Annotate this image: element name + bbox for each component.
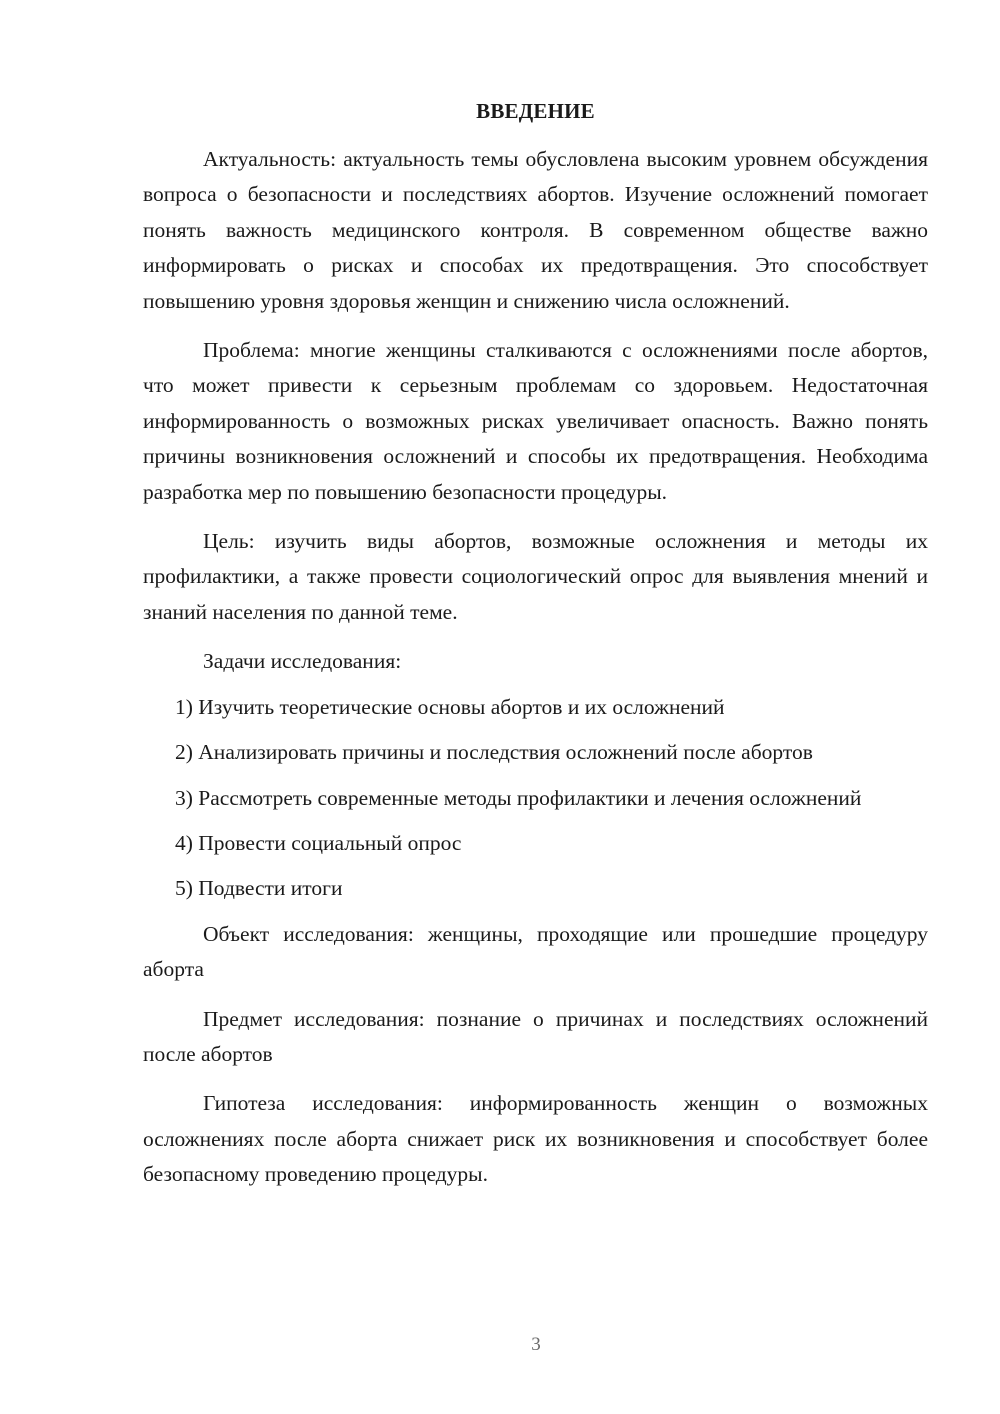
document-body — [143, 142, 928, 1207]
task-item-5: 5) Подвести итоги — [175, 876, 343, 901]
task-item-2: 2) Анализировать причины и последствия осложнений после абортов — [175, 740, 813, 765]
page-number: 3 — [531, 1334, 541, 1355]
paragraph-problem: Проблема: многие женщины сталкиваются с осложнениями после абортов, что может привести к серьезным проблемам со здоровьем. Недостаточная информированность о возможных рисках увеличивает опасность. Важно понять причины возникновения осложнений и способы их предотвращения. Необходима разработка мер по повышению безопасности процедуры. — [143, 338, 928, 504]
paragraph-object: Объект исследования: женщины, проходящие или прошедшие процедуру аборта — [143, 921, 928, 982]
section-title: ВВЕДЕНИЕ — [476, 99, 595, 123]
tasks-heading: Задачи исследования: — [203, 649, 402, 674]
paragraph-subject: Предмет исследования: познание о причинах и последствиях осложнений после абортов — [143, 1006, 928, 1066]
paragraph-relevance: Актуальность: актуальность темы обусловлена высоким уровнем обсуждения вопроса о безопасности и последствиях абортов. Изучение осложнений помогает понять важность медицинского контроля. В современном обществе важно информировать о рисках и способах их предотвращения. Это способствует повышению уровня здоровья женщин и снижению числа осложнений. — [143, 147, 928, 313]
paragraph-hypothesis: Гипотеза исследования: информированность женщин о возможных осложнениях после аборта снижает риск их возникновения и способствует более безопасному проведению процедуры. — [143, 1091, 928, 1187]
task-item-1: 1) Изучить теоретические основы абортов и их осложнений — [175, 694, 725, 719]
task-item-4: 4) Провести социальный опрос — [175, 830, 462, 855]
paragraph-goal: Цель: изучить виды абортов, возможные осложнения и методы их профилактики, а также провести социологический опрос для выявления мнений и знаний населения по данной теме. — [143, 529, 928, 624]
task-item-3: 3) Рассмотреть современные методы профилактики и лечения осложнений — [175, 785, 862, 810]
